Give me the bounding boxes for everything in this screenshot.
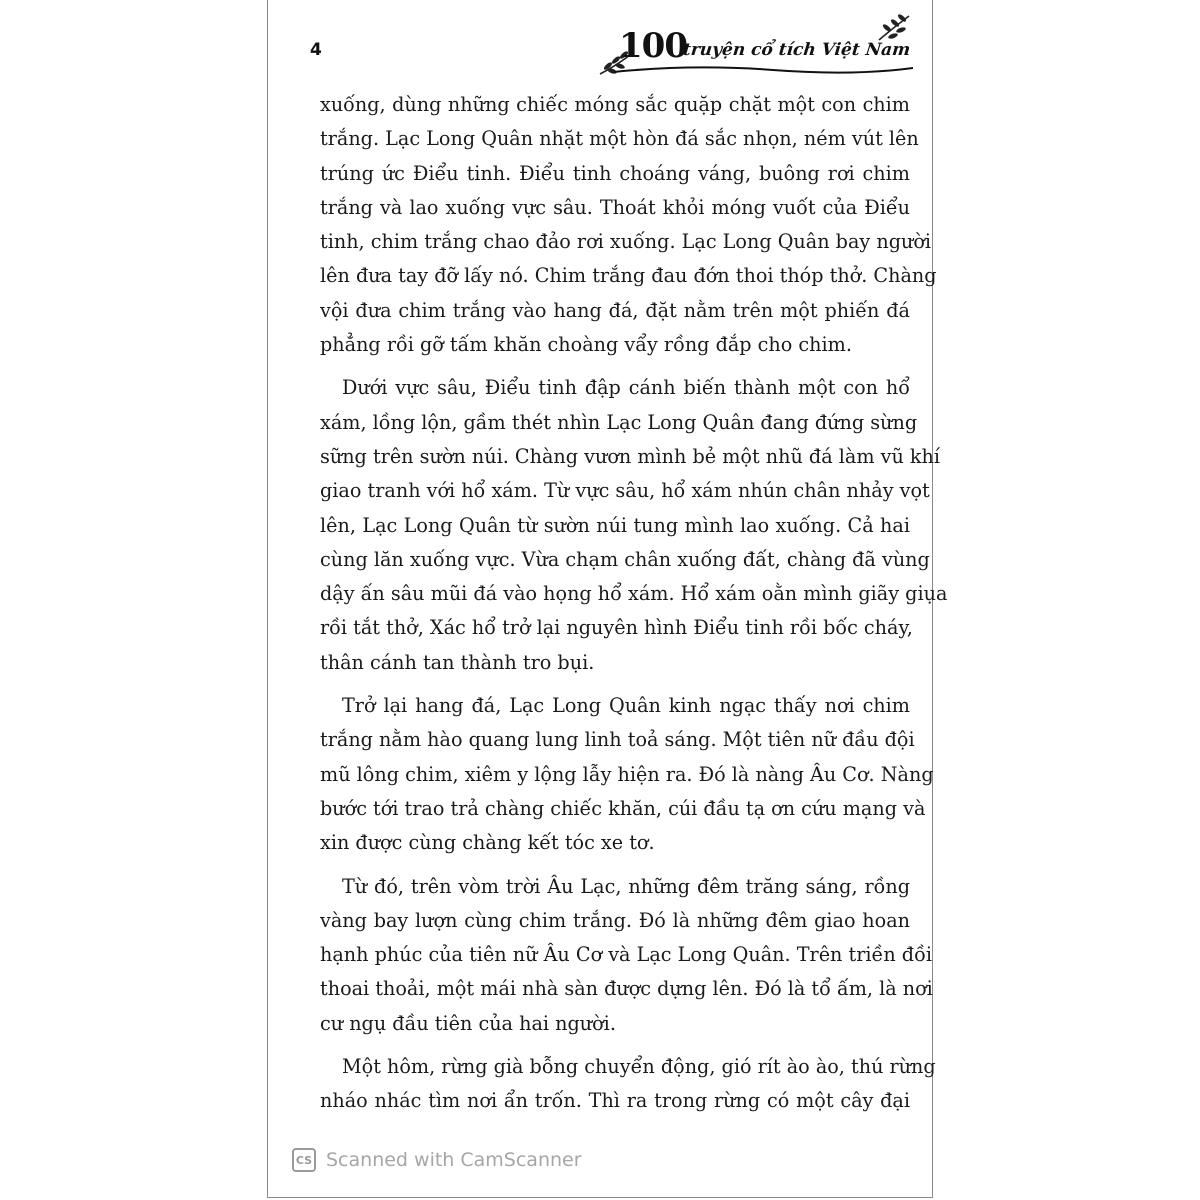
text-line: vội đưa chim trắng vào hang đá, đặt nằm trên một phiến đá (320, 298, 910, 322)
paragraph (320, 1050, 936, 1119)
text-line: hạnh phúc của tiên nữ Âu Cơ và Lạc Long Quân. Trên triền đồi (320, 943, 932, 967)
watermark-text: Scanned with CamScanner (326, 1149, 582, 1171)
text-line: mũ lông chim, xiêm y lộng lẫy hiện ra. Đó là nàng Âu Cơ. Nàng (320, 762, 934, 786)
text-line: xám, lồng lộn, gầm thét nhìn Lạc Long Quân đang đứng sừng (320, 410, 918, 434)
text-line: lên đưa tay đỡ lấy nó. Chim trắng đau đớn thoi thóp thở. Chàng (320, 264, 937, 288)
text-line: rồi tắt thở, Xác hổ trở lại nguyên hình Điểu tinh rồi bốc cháy, (320, 616, 913, 640)
paragraph (320, 88, 937, 362)
text-line: trắng. Lạc Long Quân nhặt một hòn đá sắc nhọn, ném vút lên (320, 127, 919, 151)
story-text (320, 88, 948, 1119)
text-line: vàng bay lượn cùng chim trắng. Đó là những đêm giao hoan (320, 908, 910, 932)
text-line: giao tranh với hổ xám. Từ vực sâu, hổ xám nhún chân nhảy vọt (320, 479, 930, 503)
text-line: phẳng rồi gỡ tấm khăn choàng vẩy rồng đắp cho chim. (320, 333, 852, 357)
text-line: Một hôm, rừng già bỗng chuyển động, gió rít ào ào, thú rừng (342, 1055, 936, 1079)
text-line: bước tới trao trả chàng chiếc khăn, cúi đầu tạ ơn cứu mạng và (320, 796, 926, 820)
text-line: xuống, dùng những chiếc móng sắc quặp chặt một con chim (320, 93, 910, 116)
paragraph (320, 689, 934, 860)
camscanner-logo-icon: CS (292, 1148, 316, 1172)
text-line: trắng và lao xuống vực sâu. Thoát khỏi móng vuốt của Điểu (320, 195, 910, 219)
text-line: nháo nhác tìm nơi ẩn trốn. Thì ra trong rừng có một cây đại (320, 1089, 910, 1113)
paragraph (320, 870, 933, 1041)
text-line: Từ đó, trên vòm trời Âu Lạc, những đêm trăng sáng, rồng (342, 874, 910, 898)
page-number: 4 (310, 40, 322, 60)
book-title-number: 100 (619, 26, 687, 66)
paragraph (320, 371, 948, 680)
text-line: Dưới vực sâu, Điểu tinh đập cánh biến thành một con hổ (342, 376, 910, 400)
text-line: thân cánh tan thành tro bụi. (320, 650, 595, 674)
book-page (267, 0, 948, 1198)
book-title-text: truyện cổ tích Việt Nam (681, 40, 912, 60)
book-title (613, 26, 913, 78)
text-line: lên, Lạc Long Quân từ sườn núi tung mình lao xuống. Cả hai (320, 513, 910, 537)
text-line: cư ngụ đầu tiên của hai người. (320, 1011, 616, 1035)
leaf-ornament-right-icon (875, 12, 915, 46)
text-line: trúng ức Điểu tinh. Điểu tinh choáng váng, buông rơi chim (320, 161, 910, 185)
text-line: Trở lại hang đá, Lạc Long Quân kinh ngạc thấy nơi chim (342, 694, 910, 718)
camscanner-watermark (292, 1147, 582, 1173)
text-line: xin được cùng chàng kết tóc xe tơ. (320, 831, 655, 855)
title-underline (613, 62, 913, 78)
text-line: tinh, chim trắng chao đảo rơi xuống. Lạc Long Quân bay người (320, 230, 932, 254)
text-line: dậy ấn sâu mũi đá vào họng hổ xám. Hổ xám oằn mình giãy giụa (320, 582, 948, 606)
text-line: cùng lăn xuống vực. Vừa chạm chân xuống đất, chàng đã vùng (320, 547, 930, 571)
text-line: thoai thoải, một mái nhà sàn được dựng lên. Đó là tổ ấm, là nơi (320, 977, 933, 1001)
text-line: trắng nằm hào quang lung linh toả sáng. Một tiên nữ đầu đội (320, 728, 915, 752)
text-line: sững trên sườn núi. Chàng vươn mình bẻ một nhũ đá làm vũ khí (320, 444, 941, 468)
